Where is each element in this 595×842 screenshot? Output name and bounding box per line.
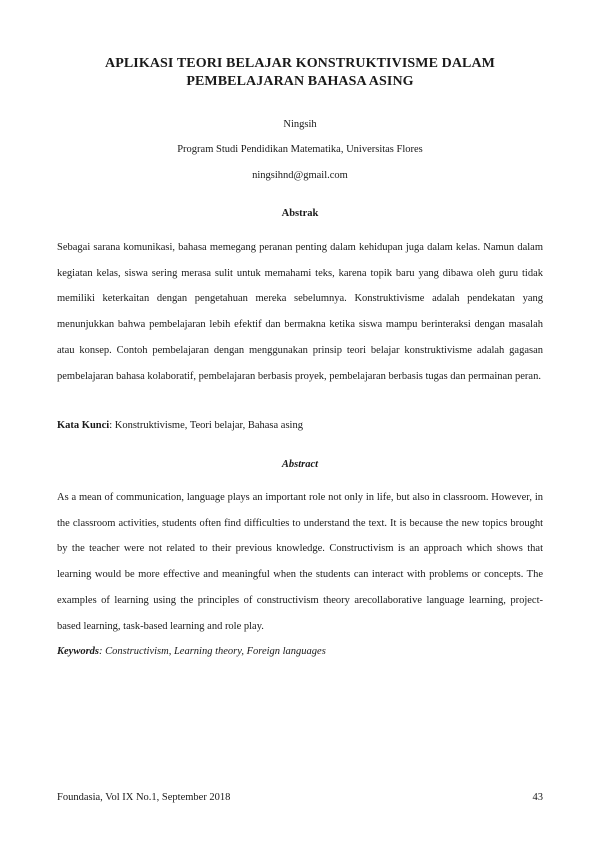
kata-kunci-label: Kata Kunci [57, 420, 110, 431]
page-number: 43 [532, 792, 543, 803]
author-email: ningsihnd@gmail.com [252, 170, 348, 181]
abstrak-body: Sebagai sarana komunikasi, bahasa memegang peranan penting dalam kehidupan juga dalam kelas. Namun dalam kegiatan kelas, siswa sering merasa sulit untuk memahami teks, karena topik baru yang dibawa oleh guru tidak memiliki keterkaitan dengan pengetahuan mereka sebelumnya. Konstruktivisme adalah pendekatan yang menunjukkan bahwa pembelajaran lebih efektif dan bermakna ketika siswa mampu berinteraksi dengan masalah atau konsep. Contoh pembelajaran dengan menggunakan prinsip teori belajar konstruktivisme adalah gagasan pembelajaran bahasa kolaboratif, pembelajaran berbasis proyek, pembelajaran berbasis tugas dan permainan peran. [57, 242, 543, 382]
paper-title [60, 55, 540, 91]
title-line-2: PEMBELAJARAN BAHASA ASING [186, 74, 414, 89]
keywords-label: Keywords [57, 646, 99, 657]
kata-kunci [57, 419, 543, 432]
abstract-heading: Abstract [281, 459, 319, 470]
journal-citation: Foundasia, Vol IX No.1, September 2018 [57, 792, 231, 803]
keywords-values: : Constructivism, Learning theory, Foreign languages [99, 646, 326, 657]
author-affiliation: Program Studi Pendidikan Matematika, Universitas Flores [177, 144, 423, 155]
title-line-1: APLIKASI TEORI BELAJAR KONSTRUKTIVISME DALAM [105, 56, 495, 71]
kata-kunci-values: : Konstruktivisme, Teori belajar, Bahasa asing [109, 420, 303, 431]
keywords [57, 645, 543, 658]
abstrak-heading: Abstrak [281, 208, 319, 219]
author-name: Ningsih [283, 119, 317, 130]
abstract-body: As a mean of communication, language plays an important role not only in life, but also in classroom. However, in the classroom activities, students often find difficulties to understand the text. It is because the new topics brought by the teacher were not related to their previous knowledge. Constructivism is an approach which shows that learning would be more effective and meaningful when the students can interact with problems or concepts. The examples of learning using the principles of constructivism theory arecollaborative language learning, project-based learning, task-based learning and role play. [57, 492, 543, 632]
